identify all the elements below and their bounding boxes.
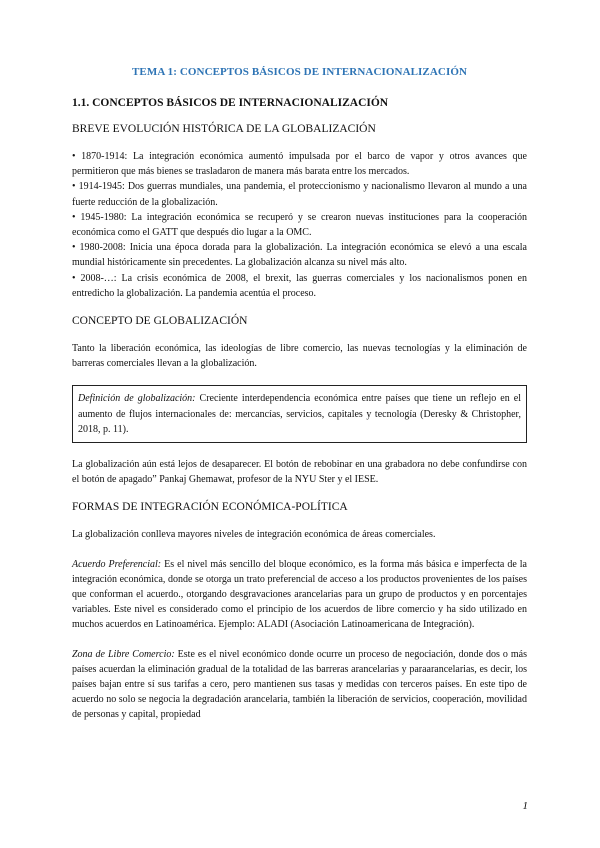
zona-label: Zona de Libre Comercio: bbox=[72, 648, 175, 660]
history-bullet-3: • 1945-1980: La integración económica se recuperó y se crearon nuevas instituciones para la cooperación económica como el GATT que después dio lugar a la OMC. bbox=[72, 211, 527, 239]
zona-text: Este es el nivel económico donde ocurre un proceso de negociación, donde dos o más países acuerdan la eliminación gradual de la totalidad de las barreras arancelarias y paraarancelarias, es decir, los países bajan entre sí sus tarifas a cero, pero mantienen sus tasas y medidas con terceros países. En este tipo de acuerdo no solo se negocia la degradación arancelaria, también la liberación de servicios, cooperación, movilidad de personas y capital, propiedad bbox=[72, 648, 527, 721]
formas-intro: La globalización conlleva mayores niveles de integración económica de áreas comerciales. bbox=[72, 529, 436, 541]
subheading-evolucion: BREVE EVOLUCIÓN HISTÓRICA DE LA GLOBALIZACIÓN bbox=[72, 123, 376, 135]
page-number: 1 bbox=[522, 800, 528, 812]
document-page bbox=[72, 66, 527, 723]
acuerdo-paragraph bbox=[72, 557, 527, 633]
acuerdo-text: Es el nivel más sencillo del bloque económico, es la forma más básica e imperfecta de la integración económica, donde se otorga un trato preferencial de acceso a los productos provenientes de los países que conforman el acuerdo., otorgando desgravaciones arancelarias para un grupo de productos y en porcentajes variables. Este nivel es considerado como el principio de los acuerdos de libre comercio y ha sido utilizado en muchos acuerdos en Latinoamérica. Ejemplo: ALADI (Asociación Latinoamericana de Integración). bbox=[72, 558, 527, 631]
definition-paragraph bbox=[78, 391, 521, 437]
definition-text: Creciente interdependencia económica entre países que tiene un reflejo en el aumento de flujos internacionales de: mercancías, servicios, capitales y tecnología (Deresky & Christopher, 2018, p. 11). bbox=[78, 393, 521, 435]
concepto-paragraph: Tanto la liberación económica, las ideologías de libre comercio, las nuevas tecnologías y la eliminación de barreras comerciales llevan a la globalización. bbox=[72, 343, 527, 370]
history-bullet-1: • 1870-1914: La integración económica aumentó impulsada por el barco de vapor y otros avances que permitieron que más bienes se trasladaron de manera más barata entre los mercados. bbox=[72, 151, 527, 178]
document-title: TEMA 1: CONCEPTOS BÁSICOS DE INTERNACIONALIZACIÓN bbox=[131, 66, 468, 78]
definition-label: Definición de globalización: bbox=[78, 393, 196, 405]
quote-paragraph: La globalización aún está lejos de desaparecer. El botón de rebobinar en una grabadora no debe confundirse con el botón de apagado” Pankaj Ghemawat, profesor de la NYU Ster y el IESE. bbox=[72, 459, 527, 486]
definition-box bbox=[72, 385, 527, 443]
section-heading: 1.1. CONCEPTOS BÁSICOS DE INTERNACIONALIZACIÓN bbox=[72, 97, 389, 109]
history-bullet-2: • 1914-1945: Dos guerras mundiales, una pandemia, el proteccionismo y nacionalismo llevaron al mundo a una fuerte reducción de la globalización. bbox=[72, 181, 527, 208]
subheading-concepto: CONCEPTO DE GLOBALIZACIÓN bbox=[72, 315, 248, 328]
history-bullet-4: • 1980-2008: Inicia una época dorada para la globalización. La integración económica se elevó a una escala mundial históricamente sin precedentes. La globalización alcanza su nivel más alto. bbox=[72, 242, 527, 269]
history-bullet-5: • 2008-…: La crisis económica de 2008, el brexit, las guerras comerciales y los nacionalismos ponen en entredicho la globalización. La pandemia acentúa el proceso. bbox=[72, 272, 527, 299]
zona-paragraph bbox=[72, 647, 527, 723]
subheading-formas: FORMAS DE INTEGRACIÓN ECONÓMICA-POLÍTICA bbox=[72, 501, 348, 514]
history-bullet-list bbox=[72, 149, 527, 301]
acuerdo-label: Acuerdo Preferencial: bbox=[72, 558, 162, 570]
